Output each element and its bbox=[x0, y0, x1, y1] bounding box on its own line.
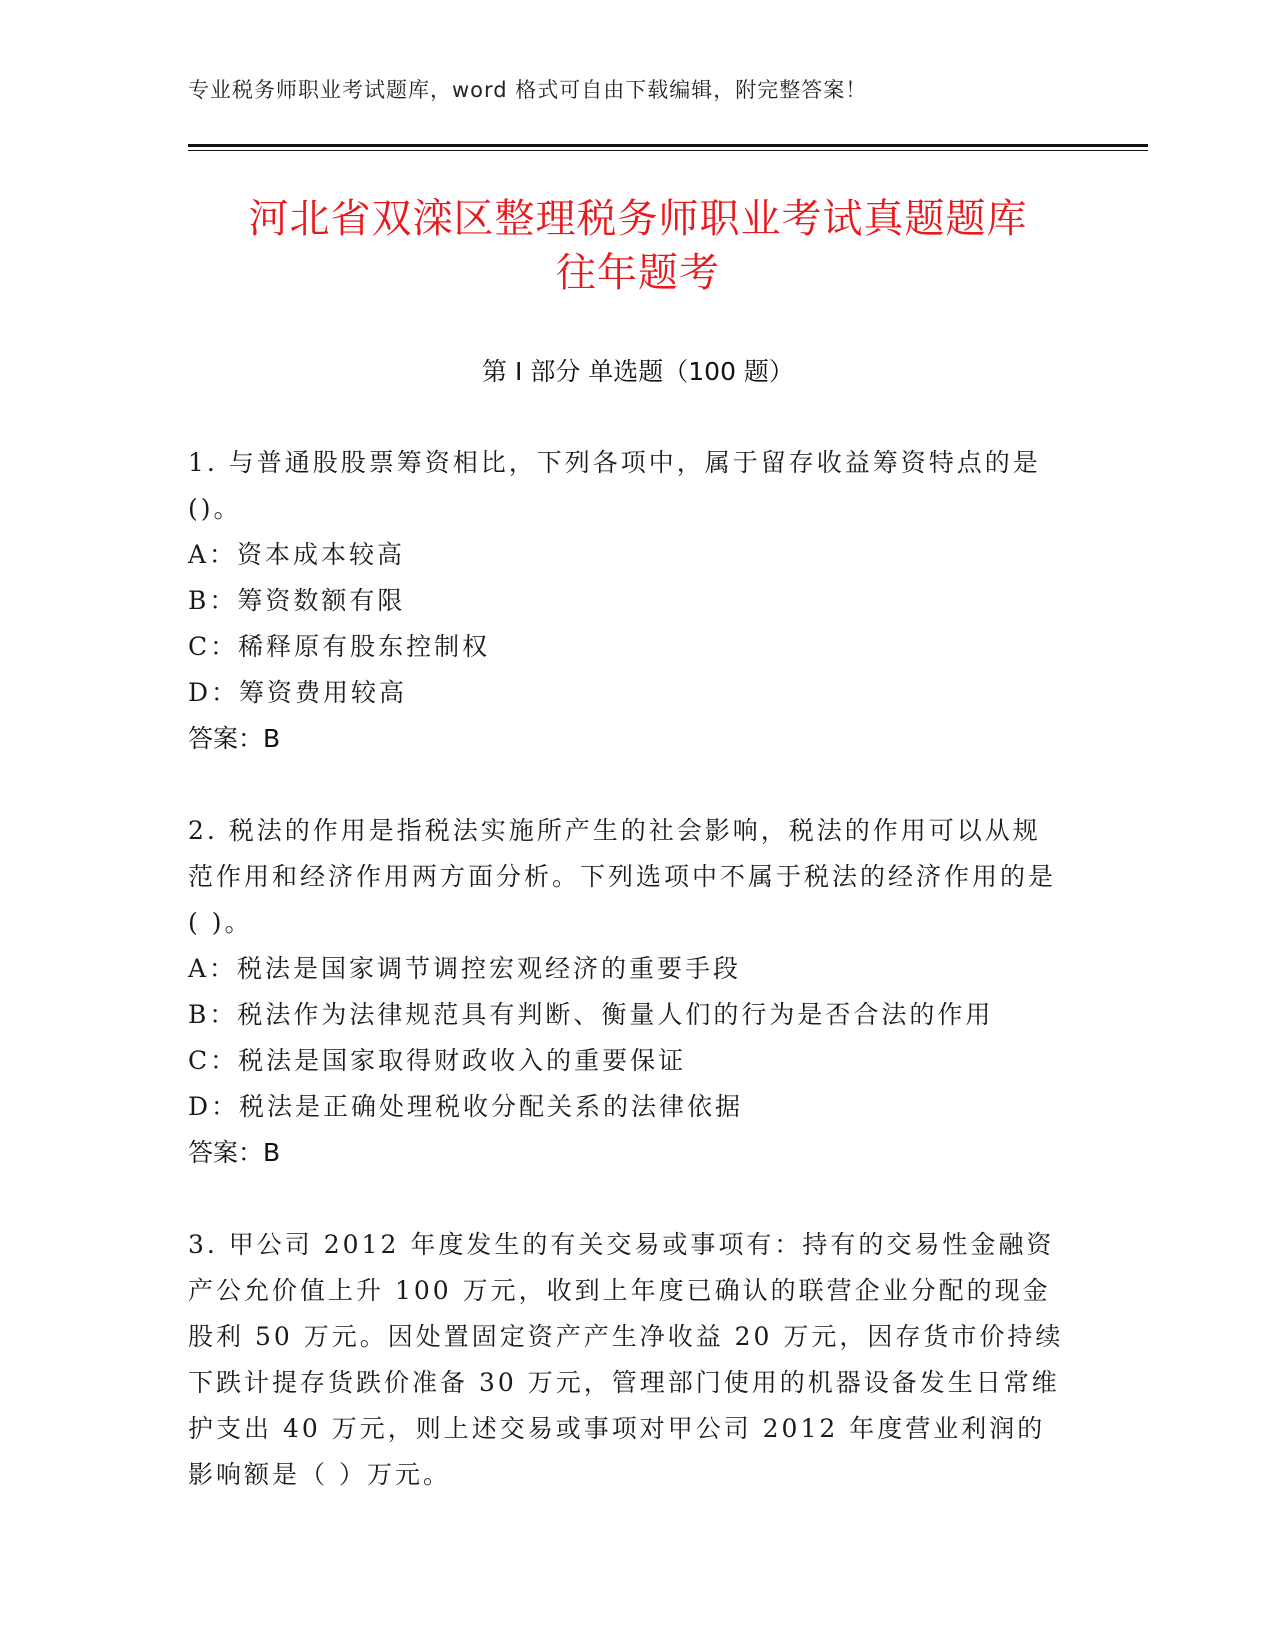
question-1 bbox=[188, 440, 1068, 762]
header-note: 专业税务师职业考试题库，word 格式可自由下载编辑，附完整答案！ bbox=[188, 78, 868, 102]
option-c: C：稀释原有股东控制权 bbox=[188, 632, 491, 661]
option-a: A：资本成本较高 bbox=[188, 540, 406, 569]
document-title bbox=[188, 192, 1088, 300]
option-d: D：筹资费用较高 bbox=[188, 678, 408, 707]
option-c: C：税法是国家取得财政收入的重要保证 bbox=[188, 1046, 687, 1075]
question-2 bbox=[188, 808, 1068, 1176]
option-b: B：税法作为法律规范具有判断、衡量人们的行为是否合法的作用 bbox=[188, 1000, 994, 1029]
question-3 bbox=[188, 1222, 1068, 1498]
header-rule-thick bbox=[188, 144, 1148, 147]
answer: 答案：B bbox=[188, 724, 281, 753]
option-b: B：筹资数额有限 bbox=[188, 586, 406, 615]
question-stem: 3. 甲公司 2012 年度发生的有关交易或事项有：持有的交易性金融资产公允价值上升 100 万元，收到上年度已确认的联营企业分配的现金股利 50 万元。因处置固定资产产生净收益 20 万元，因存货市价持续下跌计提存货跌价准备 30 万元，管理部门使用的机器设备发生日常维护支出 40 万元，则上述交易或事项对甲公司 2012 年度营业利润的影响额是（ ）万元。 bbox=[188, 1230, 1064, 1489]
document-title-line-2: 往年题考 bbox=[556, 250, 720, 296]
question-list bbox=[188, 440, 1068, 1544]
answer: 答案：B bbox=[188, 1138, 281, 1167]
header-rule-thin bbox=[188, 150, 1148, 151]
option-a: A：税法是国家调节调控宏观经济的重要手段 bbox=[188, 954, 742, 983]
question-stem: 2. 税法的作用是指税法实施所产生的社会影响，税法的作用可以从规范作用和经济作用两方面分析。下列选项中不属于税法的经济作用的是( )。 bbox=[188, 816, 1057, 937]
question-stem: 1. 与普通股股票筹资相比，下列各项中，属于留存收益筹资特点的是()。 bbox=[188, 448, 1041, 523]
document-title-line-1: 河北省双滦区整理税务师职业考试真题题库 bbox=[248, 196, 1028, 242]
option-d: D：税法是正确处理税收分配关系的法律依据 bbox=[188, 1092, 744, 1121]
section-heading: 第 I 部分 单选题（100 题） bbox=[482, 357, 794, 386]
